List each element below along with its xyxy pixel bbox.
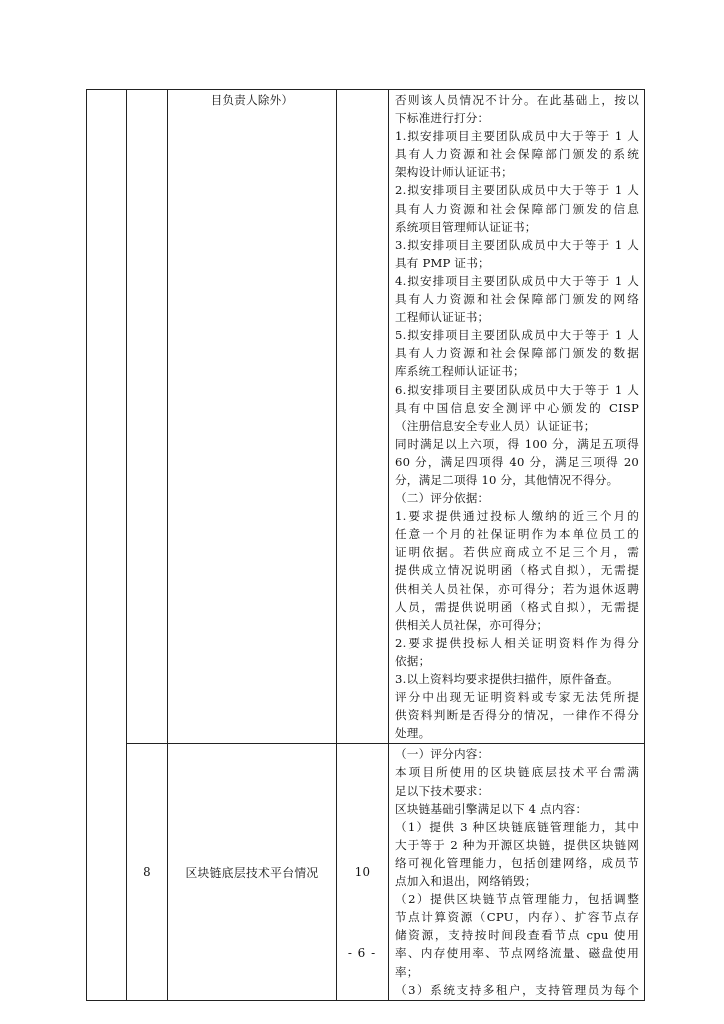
text-line: 6.拟安排项目主要团队成员中大于等于 1 人 (395, 382, 639, 397)
text-line: 3.以上资料均要求提供扫描件，原件备查。 (395, 672, 619, 686)
table-row (87, 744, 645, 1000)
score-cell: 10 (337, 744, 389, 1000)
row-number-cell (127, 90, 168, 744)
text-line: （1）提供 3 种区块链底链管理能力，其中 (395, 819, 639, 834)
criterion-detail-text (389, 90, 644, 743)
text-line: 任意一个月的社保证明作为本单位员工的 (395, 527, 639, 542)
text-line: 5.拟安排项目主要团队成员中大于等于 1 人 (395, 328, 639, 343)
text-line: 具有 PMP 证书； (395, 255, 490, 270)
text-line: 依据； (395, 653, 431, 668)
text-line: 1.拟安排项目主要团队成员中大于等于 1 人 (395, 129, 639, 144)
text-line: 库系统工程师认证证书； (395, 364, 525, 379)
scoring-table (86, 89, 645, 1001)
text-line: 工程师认证证书； (395, 310, 490, 325)
text-line: 下标准进行打分： (395, 111, 490, 126)
text-line: 1.要求提供通过投标人缴纳的近三个月的 (395, 509, 639, 524)
text-line: （2）提供区块链节点管理能力，包括调整 (395, 892, 639, 907)
text-line: 供相关人员社保，亦可得分；若为退休返聘 (395, 581, 639, 596)
text-line: 3.拟安排项目主要团队成员中大于等于 1 人 (395, 237, 639, 252)
text-line: 具有中国信息安全测评中心颁发的 CISP (395, 400, 639, 415)
text-line: 否则该人员情况不计分。在此基础上，按以 (395, 93, 639, 107)
criterion-name-cell: 目负责人除外） (168, 90, 337, 744)
text-line: 评分中出现无证明资料或专家无法凭所提 (395, 690, 639, 705)
criterion-detail-text (389, 744, 644, 999)
outer-category-cell (87, 90, 127, 1001)
page-number: - 6 - (347, 946, 377, 960)
criterion-detail-cell (389, 744, 645, 1000)
text-line: （一）评分内容： (395, 747, 490, 762)
text-line: 率； (395, 964, 419, 979)
text-line: 系统项目管理师认证证书； (395, 219, 537, 234)
text-line: 人员，需提供说明函（格式自拟），无需提 (395, 599, 639, 614)
text-line: 供相关人员社保，亦可得分； (395, 617, 549, 632)
text-line: 络可视化管理能力，包括创建网络，成员节 (395, 855, 639, 870)
text-line: 60 分，满足四项得 40 分，满足三项得 20 (395, 454, 639, 469)
text-line: 具有人力资源和社会保障部门颁发的数据 (395, 346, 639, 361)
text-line: 区块链基础引擎满足以下 4 点内容： (395, 801, 588, 816)
text-line: 供资料判断是否得分的情况，一律作不得分 (395, 708, 639, 723)
text-line: （3）系统支持多租户，支持管理员为每个 (395, 982, 639, 997)
text-line: 同时满足以上六项，得 100 分，满足五项得 (395, 436, 639, 451)
score-cell (337, 90, 389, 744)
text-line: 大于等于 2 种为开源区块链，提供区块链网 (395, 837, 639, 852)
text-line: 处理。 (395, 726, 431, 741)
text-line: 储资源，支持按时间段查看节点 cpu 使用 (395, 928, 639, 943)
text-line: 率、内存使用率、节点网络流量、磁盘使用 (395, 946, 639, 961)
text-line: 2.要求提供投标人相关证明资料作为得分 (395, 635, 639, 650)
text-line: 具有人力资源和社会保障部门颁发的信息 (395, 201, 639, 216)
text-line: 分，满足二项得 10 分，其他情况不得分。 (395, 472, 619, 487)
text-line: 架构设计师认证证书； (395, 165, 513, 180)
text-line: 2.拟安排项目主要团队成员中大于等于 1 人 (395, 183, 639, 198)
text-line: 4.拟安排项目主要团队成员中大于等于 1 人 (395, 273, 639, 288)
table-row (87, 90, 645, 744)
text-line: 足以下技术要求： (395, 783, 490, 798)
text-line: 提供成立情况说明函（格式自拟），无需提 (395, 563, 639, 578)
criterion-detail-cell (389, 90, 645, 744)
text-line: （注册信息安全专业人员）认证证书； (395, 418, 596, 433)
text-line: 具有人力资源和社会保障部门颁发的系统 (395, 147, 639, 162)
row-number-cell: 8 (127, 744, 168, 1000)
text-line: 证明依据。若供应商成立不足三个月，需 (395, 545, 639, 560)
text-line: 具有人力资源和社会保障部门颁发的网络 (395, 292, 639, 307)
text-line: （二）评分依据： (395, 491, 490, 506)
criterion-name-cell: 区块链底层技术平台情况 (168, 744, 337, 1000)
text-line: 本项目所使用的区块链底层技术平台需满 (395, 765, 639, 780)
text-line: 节点计算资源（CPU，内存）、扩容节点存 (395, 910, 639, 925)
text-line: 点加入和退出，网络销毁； (395, 874, 537, 889)
